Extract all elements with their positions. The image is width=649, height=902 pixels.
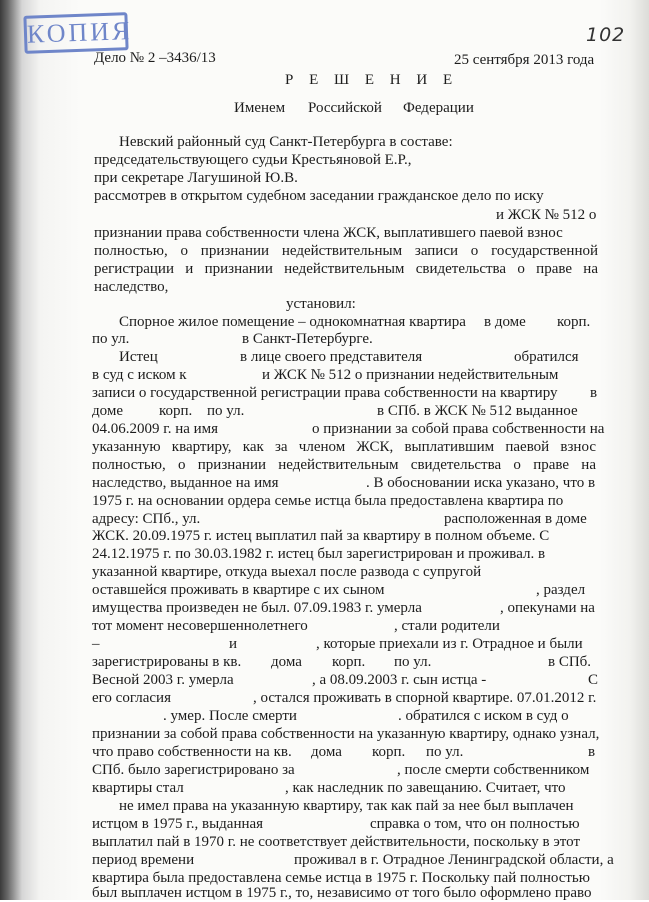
text-line-justified [94, 224, 598, 242]
text-segment: и [229, 636, 238, 652]
text-segment: по ул. [92, 331, 130, 347]
text-segment: , раздел [536, 582, 586, 598]
text-segment: период времени [92, 852, 195, 868]
text-segment: , стали родители [394, 618, 500, 634]
text-segment: . умер. После смерти [163, 708, 297, 724]
text-line-justified: указанную квартиру, как за членом ЖСК, выплатившим паевой взнос [92, 439, 596, 455]
text-segment: по ул. [394, 654, 432, 670]
text-segment: в [590, 385, 598, 401]
text-segment: – [92, 636, 100, 652]
text-segment: в СПб. в ЖСК № 512 выданное [377, 403, 578, 419]
text-segment: проживал в г. Отрадное Ленинградской области, а [294, 852, 614, 868]
page-number: 102 [586, 24, 626, 46]
text-line: рассмотрев в открытом судебном заседании гражданское дело по иску [94, 188, 544, 204]
text-segment: справка о том, что он полностью [370, 816, 580, 832]
text-segment: С [588, 672, 599, 688]
text-line-justified: регистрации и признании недействительным свидетельства о праве на [94, 261, 598, 277]
text-segment: . В обосновании иска указано, что в [366, 475, 596, 491]
text-segment: оставшейся проживать в квартире с их сыном [92, 582, 385, 598]
text-line: наследство, [94, 279, 169, 295]
text-segment: расположенная в доме [444, 511, 587, 527]
name-word-3: Федерации [403, 100, 474, 116]
decision-date: 25 сентября 2013 года [454, 52, 595, 68]
text-segment: квартиры стал [92, 780, 184, 796]
text-segment: в доме [484, 314, 526, 330]
text-segment: доме [92, 403, 123, 419]
text-segment: не имел права на указанную квартиру, так как пай за нее был выплачен [119, 798, 574, 814]
text-segment: что право собственности на кв. [92, 744, 292, 760]
text-segment: адресу: СПб., ул. [92, 511, 201, 527]
text-line: и ЖСК № 512 о [496, 207, 597, 223]
text-segment: , остался проживать в спорной квартире. 07.01.2012 г. [253, 690, 597, 706]
text-segment: в лице своего представителя [240, 349, 423, 365]
text-segment: СПб. было зарегистрировано за [92, 762, 295, 778]
text-line: при секретаре Лагушиной Ю.В. [94, 170, 298, 186]
name-word-1: Именем [234, 100, 286, 116]
text-segment: Весной 2003 г. умерла [92, 672, 234, 688]
text-segment: в Санкт-Петербурге. [242, 331, 373, 347]
text-segment: корп. [159, 403, 193, 419]
text-segment: в [588, 744, 596, 760]
text-segment: наследство, выданное на имя [92, 475, 279, 491]
text-segment: , которые приехали из г. Отрадное и были [316, 636, 583, 652]
text-segment: признании за собой права собственности на указанную квартиру, однако узнал, [92, 726, 600, 742]
section-heading: установил: [286, 296, 356, 312]
text-segment: истцом в 1975 г., выданная [92, 816, 264, 832]
text-line: Невский районный суд Санкт-Петербурга в составе: [119, 134, 453, 150]
text-segment: , как наследник по завещанию. Считает, что [285, 780, 566, 796]
text-segment: 24.12.1975 г. по 30.03.1982 г. истец был зарегистрирован и проживал. в [92, 546, 546, 562]
text-segment: в СПб. [548, 654, 592, 670]
text-line: председательствующего судьи Крестьяновой Е.Р., [94, 152, 412, 168]
text-segment: , а 08.09.2003 г. сын истца - [312, 672, 487, 688]
text-segment: выплатил пай в 1970 г. не соответствует действительности, поскольку в этот [92, 834, 580, 850]
text-segment: записи о государственной регистрации права собственности на квартиру [92, 385, 558, 401]
text-segment: тот момент несовершеннолетнего [92, 618, 308, 634]
text-segment: корп. [332, 654, 366, 670]
text-segment: указанной квартире, откуда выехал после развода с супругой [92, 564, 482, 580]
document-title: Р Е Ш Е Н И Е [285, 72, 459, 88]
text-segment: дома [271, 654, 302, 670]
case-number: Дело № 2 –3436/13 [94, 50, 216, 66]
text-segment: корп. [372, 744, 406, 760]
text-segment: по ул. [426, 744, 464, 760]
copy-stamp: КОПИЯ [23, 12, 128, 54]
text-segment: в суд с иском к [92, 367, 187, 383]
text-segment: Спорное жилое помещение – однокомнатная квартира [119, 314, 466, 330]
text-segment: . обратился с иском в суд о [398, 708, 569, 724]
text-segment: дома [311, 744, 342, 760]
text-segment: по ул. [207, 403, 245, 419]
text-segment: , опекунами на [500, 600, 595, 616]
text-segment: признании права собственности члена ЖСК, выплатившего паевой взнос [94, 225, 563, 241]
name-word-2: Российской [308, 100, 382, 116]
text-segment: его согласия [92, 690, 171, 706]
text-line-justified: полностью, о признании недействительным записи о государственной [94, 243, 598, 259]
text-segment: 1975 г. на основании ордера семье истца была предоставлена квартира по [92, 493, 564, 509]
text-segment: , после смерти собственником [397, 762, 590, 778]
text-segment: обратился [514, 349, 579, 365]
text-segment: квартира была предоставлена семье истца в 1975 г. Поскольку пай полностью [92, 870, 590, 886]
text-line-justified: полностью, о признании недействительным свидетельства о праве на [92, 457, 596, 473]
text-segment: зарегистрированы в кв. [92, 654, 242, 670]
text-segment: 04.06.2009 г. на имя [92, 421, 219, 437]
text-segment: о признании за собой права собственности на [312, 421, 605, 437]
text-segment: Истец [119, 349, 158, 365]
text-segment: корп. [557, 314, 591, 330]
text-segment: и ЖСК № 512 о признании недействительным [262, 367, 559, 383]
text-segment: ЖСК. 20.09.1975 г. истец выплатил пай за квартиру в полном объеме. С [92, 528, 550, 544]
text-segment: был выплачен истцом в 1975 г., то, независимо от того было оформлено право [92, 885, 592, 901]
text-segment: имущества произведен не был. 07.09.1983 г. умерла [92, 600, 422, 616]
